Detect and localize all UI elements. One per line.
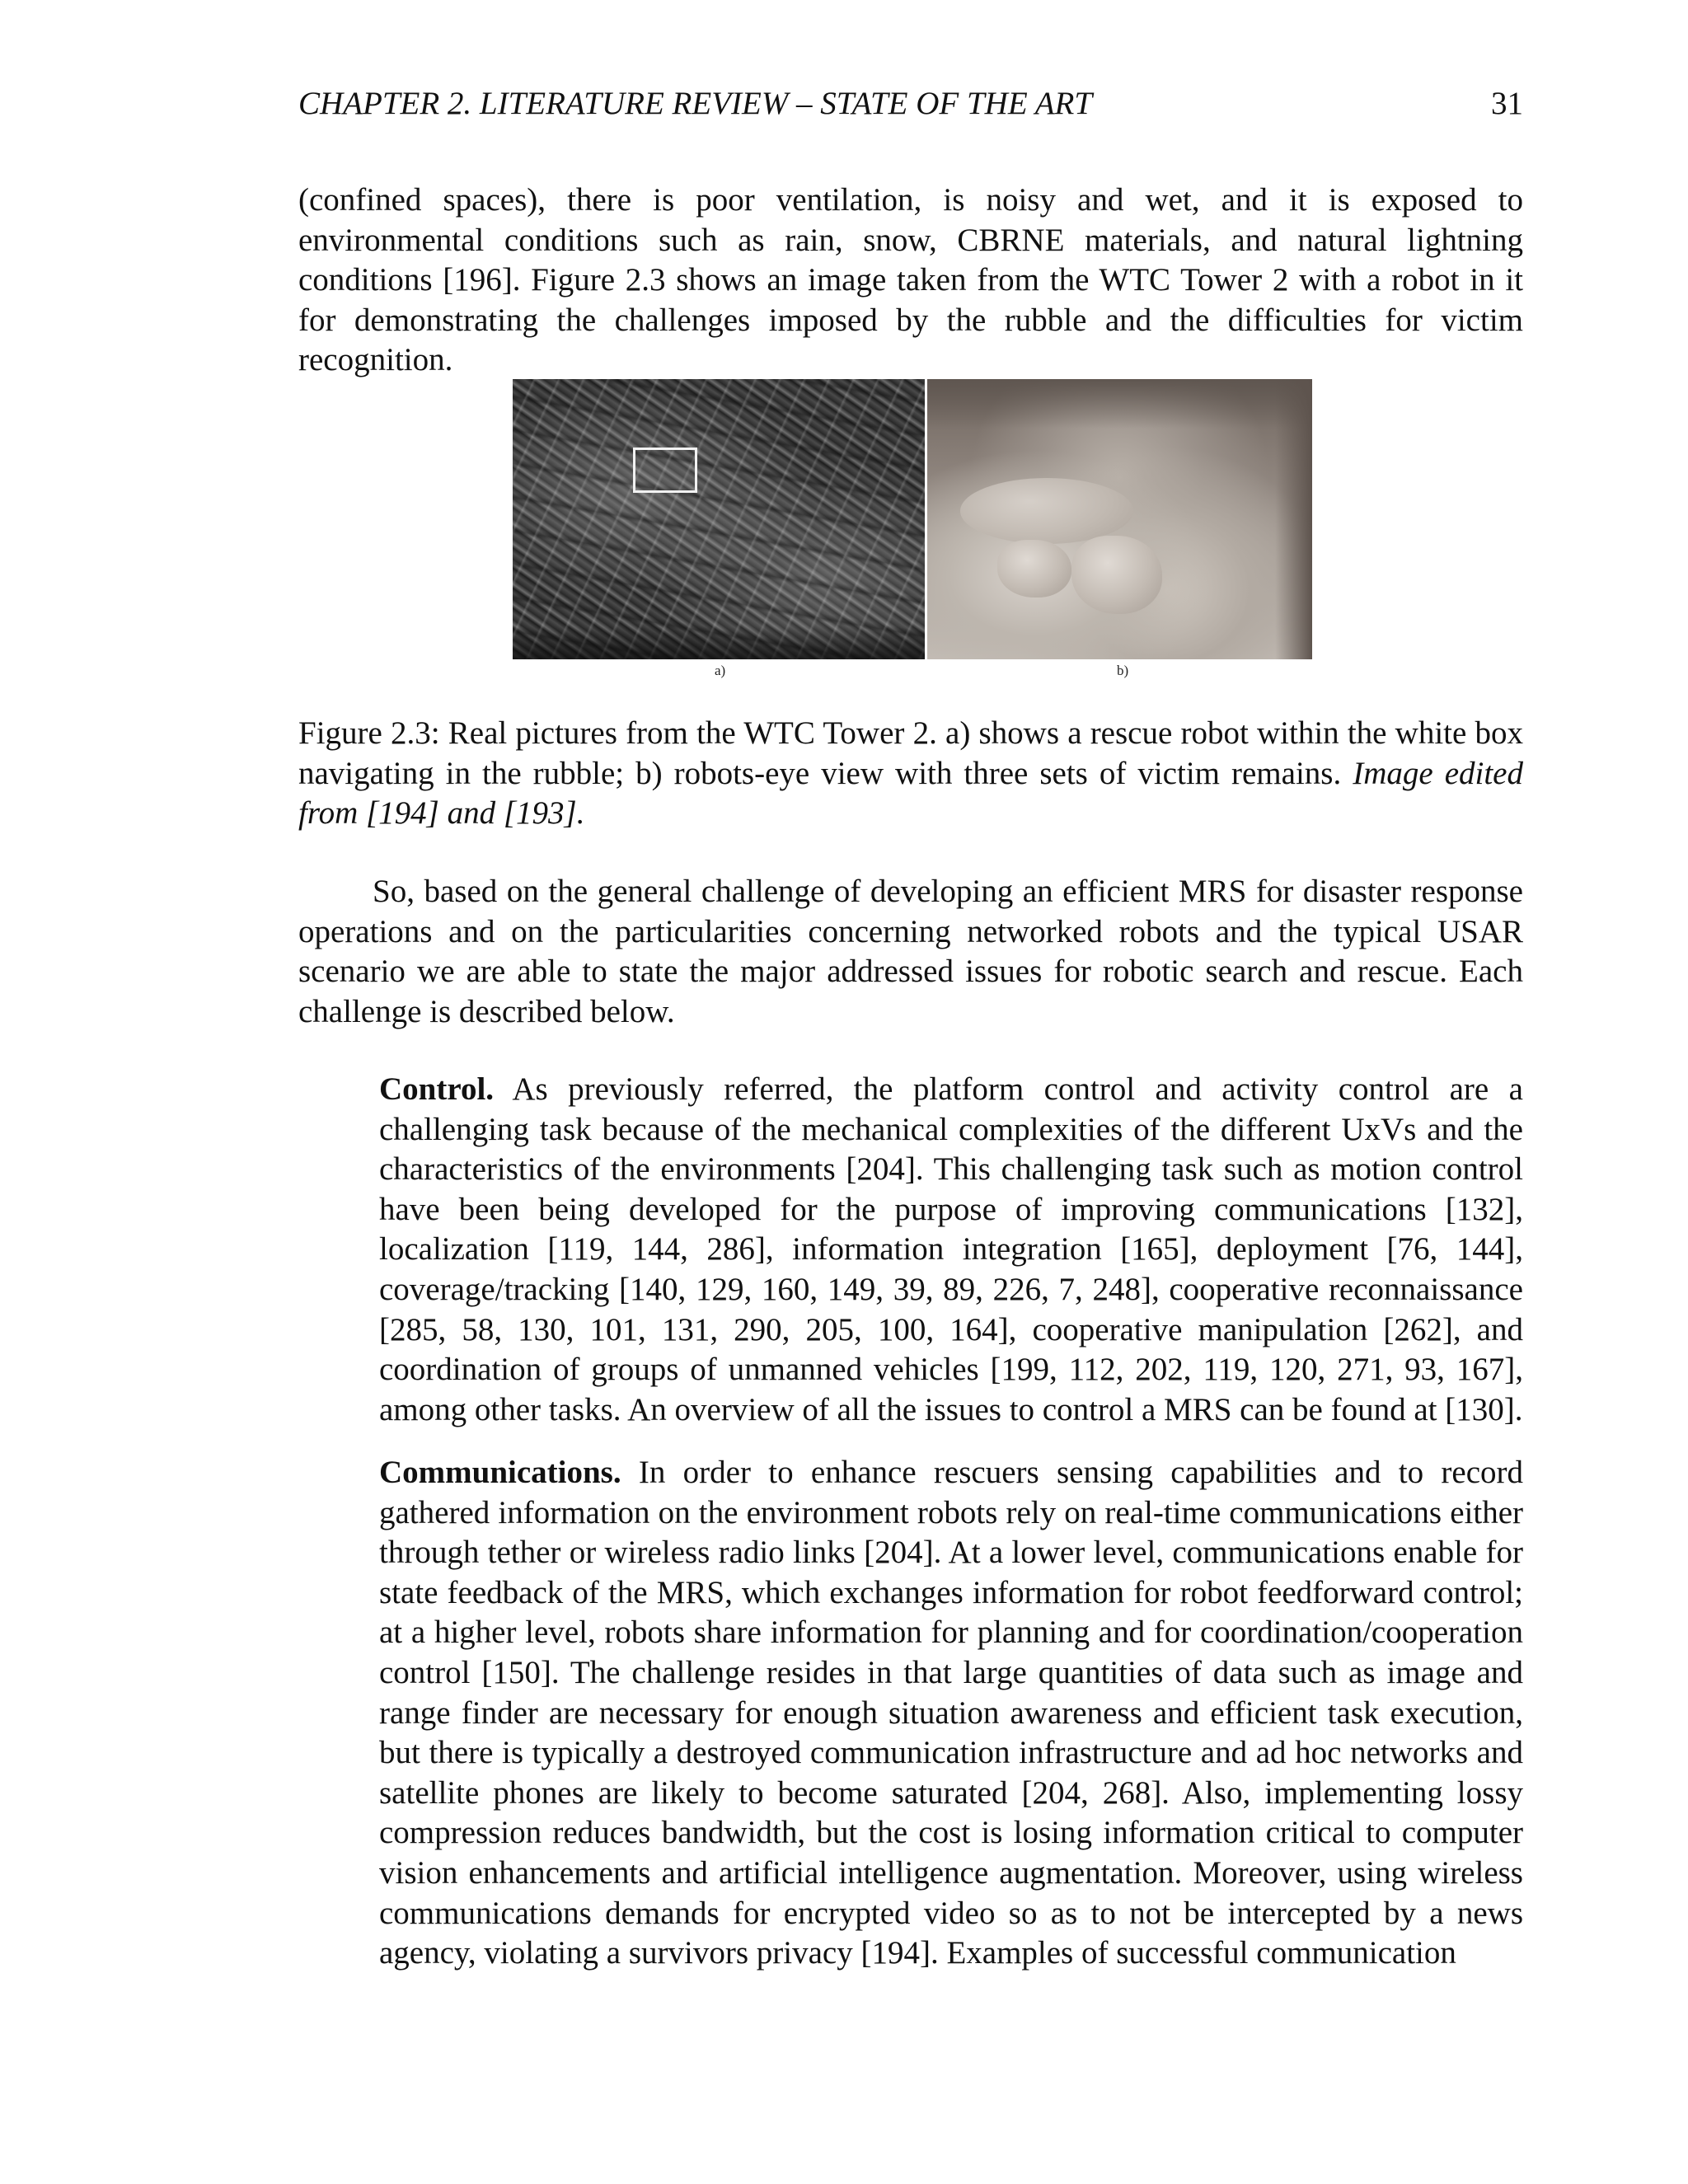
challenge-term: Communications. [379,1455,621,1490]
ceiling-shadow [927,379,1312,429]
rubble-photo [513,379,925,659]
challenges-paragraph: So, based on the general challenge of developing an efficient MRS for disaster response operations and on the particularities concerning networked robots and the typical USAR scenario we are able to state the major addressed issues for robotic search and rescue. Each challenge is described below. [298,874,1523,1029]
wall-shadow [1275,379,1312,659]
subfigure-label-b: b) [1117,663,1129,678]
debris-block-right [1071,536,1162,614]
challenge-term: Control. [379,1071,495,1107]
subfigure-label-a: a) [715,663,726,678]
page-number: 31 [1491,86,1523,121]
debris-block-left [997,540,1071,598]
running-header [298,79,1523,129]
challenge-item-control [379,1070,1523,1430]
debris-mound [960,478,1133,544]
figure-2-3 [513,379,1312,684]
challenge-text: As previously referred, the platform control and activity control are a challenging task because of the mechanical complexities of the different UxVs and the characteristics of the environments [204]. This challenging task such as motion control have been being developed for the purpose of improving communications [132], localization [119, 144, 286], information integration [165], deployment [76, 144], coverage/tracking [140, 129, 160, 149, 39, 89, 226, 7, 248], cooperative reconnaissance [285, 58, 130, 101, 131, 290, 205, 100, 164], cooperative manipulation [262], and coordination of groups of unmanned vehicles [199, 112, 202, 119, 120, 271, 93, 167], among other tasks. An overview of all the issues to control a MRS can be found at [130]. [379,1071,1523,1427]
intro-paragraph: (confined spaces), there is poor ventilation, is noisy and wet, and it is exposed to environmental conditions such as rain, snow, CBRNE materials, and natural lightning conditions [196]. Figure 2.3 shows an image taken from the WTC Tower 2 with a robot in it for demonstrating the challenges imposed by the rubble and the difficulties for victim recognition. [298,182,1523,378]
caption-text: Figure 2.3: Real pictures from the WTC Tower 2. a) shows a rescue robot within the white box navigating in the rubble; b) robots-eye view with three sets of victim remains. [298,715,1523,791]
caption-source: Image edited from [194] and [193]. [298,755,1523,832]
figure-caption [298,714,1523,834]
rubble-shadow [513,626,925,659]
rubble-texture [513,379,925,659]
chapter-title: CHAPTER 2. LITERATURE REVIEW – STATE OF THE ART [298,86,1093,121]
challenge-item-communications [379,1453,1523,1974]
robot-highlight-box [633,448,697,493]
robots-eye-photo [927,379,1312,659]
challenge-text: In order to enhance rescuers sensing capabilities and to record gathered information on the environment robots rely on real-time communications either through tether or wireless radio links [204]. At a lower level, communications enable for state feedback of the MRS, which exchanges information for robot feedforward control; at a higher level, robots share information for planning and for coordination/cooperation control [150]. The challenge resides in that large quantities of data such as image and range finder are necessary for enough situation awareness and efficient task execution, but there is typically a destroyed communication infrastructure and ad hoc networks and satellite phones are likely to become saturated [204, 268]. Also, implementing lossy compression reduces bandwidth, but the cost is losing information critical to computer vision enhancements and artificial intelligence augmentation. Moreover, using wireless communications demands for encrypted video so as to not be intercepted by a news agency, violating a survivors privacy [194]. Examples of successful communication [379,1455,1523,1971]
